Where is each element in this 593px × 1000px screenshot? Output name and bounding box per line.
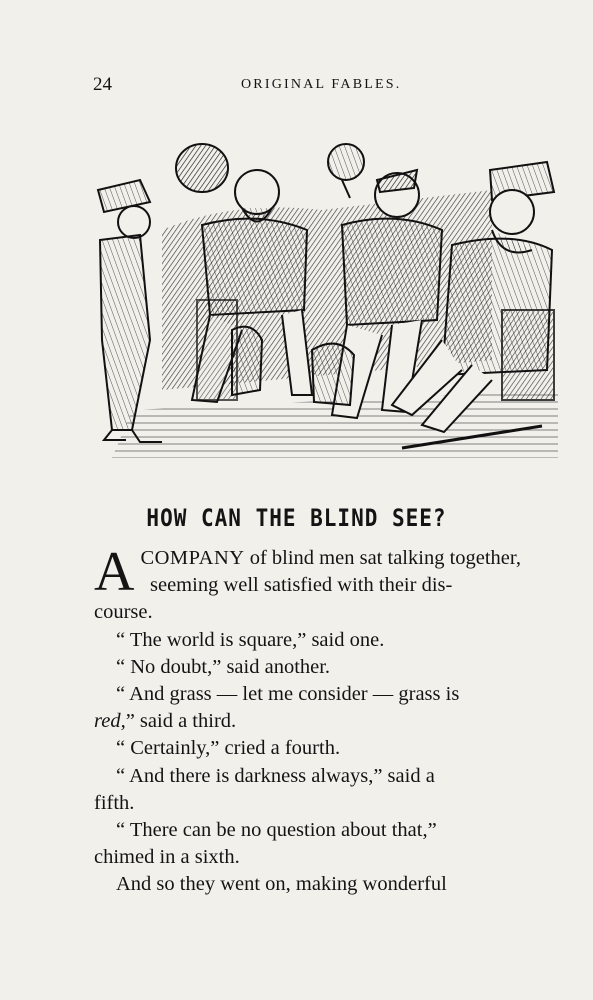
text-line: “ There can be no question about that,” xyxy=(116,818,437,841)
story-title: HOW CAN THE BLIND SEE? xyxy=(146,504,447,532)
italic-word: red, xyxy=(94,710,126,733)
text-line: And so they went on, making wonderful xyxy=(116,873,447,896)
text-line: “ Certainly,” cried a fourth. xyxy=(116,737,341,760)
text-line: “ And there is darkness always,” said a xyxy=(116,764,435,787)
text-line: course. xyxy=(94,601,153,624)
text-line: fifth. xyxy=(94,791,135,814)
text-line: seeming well satisfied with their dis- xyxy=(150,574,453,597)
running-head xyxy=(93,74,553,100)
line-7-rest: ” said a third. xyxy=(125,710,237,733)
text-line xyxy=(140,545,552,572)
story-body xyxy=(94,541,552,898)
opening-smallcaps: COMPANY xyxy=(140,547,245,569)
page-number: 24 xyxy=(93,74,112,95)
running-title: ORIGINAL FABLES. xyxy=(241,77,402,92)
text-line: chimed in a sixth. xyxy=(94,846,240,869)
hanging-hat-icon xyxy=(176,144,228,192)
engraving-blind-men-icon xyxy=(92,140,558,458)
text-line: “ And grass — let me consider — grass is xyxy=(116,682,460,705)
line-1-rest: of blind men sat talking together, xyxy=(249,547,522,569)
text-line: “ No doubt,” said another. xyxy=(116,655,331,678)
drop-cap: A xyxy=(94,541,135,603)
text-line xyxy=(94,708,552,735)
text-line: “ The world is square,” said one. xyxy=(116,628,385,651)
